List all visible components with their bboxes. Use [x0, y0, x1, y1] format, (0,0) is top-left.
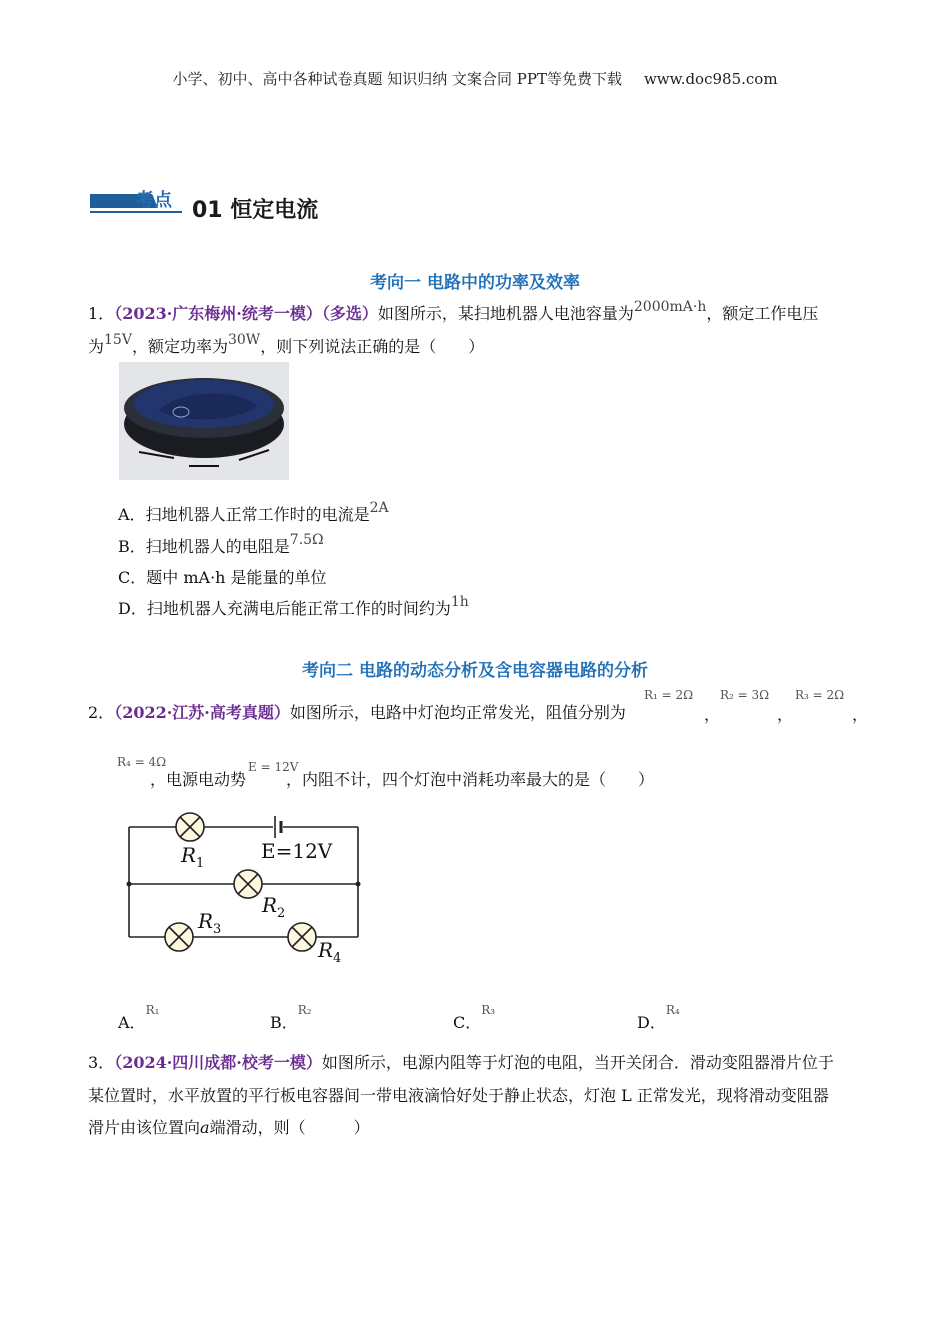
circuit-sub-r1: 1	[196, 856, 205, 871]
q2-r4: R₄ = 4Ω	[117, 755, 167, 769]
option-text: 题中 mA·h 是能量的单位	[146, 568, 327, 587]
q2-text: 如图所示，电路中灯泡均正常发光，阻值分别为	[289, 703, 626, 722]
q1-line2-mid: ，额定功率为	[131, 337, 228, 356]
q3-italic-a: a	[200, 1118, 210, 1137]
q1-text-after: ，额定工作电压	[706, 304, 819, 323]
q1-power: 30W	[227, 332, 261, 348]
q3-number: 3．	[88, 1053, 115, 1072]
q2-line1	[88, 703, 868, 723]
option-math: R₁	[145, 1003, 160, 1017]
q1-number: 1．	[88, 304, 115, 323]
q2-r3: R₃ = 2Ω	[795, 688, 845, 702]
q2-number: 2．	[88, 703, 115, 722]
q3-text1: 如图所示，电源内阻等于灯泡的电阻，当开关闭合．滑动变阻器滑片位于	[321, 1053, 834, 1072]
circuit-sub-r3: 3	[213, 922, 222, 937]
q2-comma2: ，	[777, 705, 794, 724]
option-label: D．	[118, 599, 147, 618]
q1-text: 如图所示，某扫地机器人电池容量为	[377, 304, 634, 323]
option-math: R₄	[665, 1003, 680, 1017]
option-label: B．	[270, 1013, 298, 1032]
q1-line2-after: ，则下列说法正确的是（ ）	[260, 337, 485, 356]
option-math: 2A	[369, 500, 389, 516]
q2-r1: R₁ = 2Ω	[644, 688, 694, 702]
option-label: A．	[118, 1013, 146, 1032]
q2-source: （2022·江苏·高考真题）	[114, 703, 290, 722]
option-text: 扫地机器人正常工作时的电流是	[145, 505, 370, 524]
circuit-label-r3: R	[198, 909, 214, 933]
option-text: 扫地机器人的电阻是	[145, 537, 290, 556]
q1-option-d[interactable]	[118, 596, 469, 619]
option-label: D．	[637, 1013, 666, 1032]
q1-capacity: 2000mA·h	[633, 299, 707, 315]
option-math: R₃	[481, 1003, 496, 1017]
section-title: 01 恒定电流	[192, 198, 319, 223]
robot-vacuum-image	[119, 362, 289, 480]
option-math: 7.5Ω	[289, 532, 324, 548]
q2-option-d[interactable]	[637, 1003, 680, 1033]
option-math: 1h	[450, 594, 469, 610]
q2-r2: R₂ = 3Ω	[720, 688, 770, 702]
q3-line2: 某位置时，水平放置的平行板电容器间一带电液滴恰好处于静止状态，灯泡 L 正常发光，现将滑动变阻器	[88, 1086, 829, 1105]
circuit-label-emf: E=12V	[261, 839, 333, 863]
q3-line1	[88, 1053, 868, 1073]
q1-line1	[88, 299, 868, 325]
q2-comma1: ，	[704, 705, 721, 724]
topic1-title: 考向一 电路中的功率及效率	[370, 273, 580, 293]
header-text: 小学、初中、高中各种试卷真题 知识归纳 文案合同 PPT等免费下载	[172, 70, 622, 88]
q2-emf: E = 12V	[248, 760, 299, 774]
q1-line2	[88, 332, 868, 358]
q1-line2-prefix: 为	[88, 337, 105, 356]
option-label: B．	[118, 537, 146, 556]
q1-option-c[interactable]	[118, 565, 327, 588]
q2-line2-after: ，内阻不计，四个灯泡中消耗功率最大的是（ ）	[286, 770, 655, 789]
q2-comma3: ，	[852, 705, 869, 724]
q1-source: （2023·广东梅州·统考一模）（多选）	[114, 304, 378, 323]
q3-text3a: 滑片由该位置向	[88, 1118, 201, 1137]
q3-text3b: 端滑动，则（ ）	[209, 1118, 370, 1137]
topic2-title: 考向二 电路的动态分析及含电容器电路的分析	[302, 661, 648, 681]
q1-voltage: 15V	[104, 332, 132, 348]
option-label: A．	[118, 505, 146, 524]
q3-source: （2024·四川成都·校考一模）	[114, 1053, 322, 1072]
q2-option-a[interactable]	[118, 1003, 160, 1033]
q1-option-b[interactable]	[118, 534, 324, 557]
circuit-sub-r4: 4	[333, 951, 342, 962]
option-label: C．	[453, 1013, 482, 1032]
circuit-label-r2: R	[262, 893, 278, 917]
circuit-label-r4: R	[318, 938, 334, 962]
circuit-diagram	[120, 812, 370, 962]
header-url[interactable]: www.doc985.com	[643, 70, 778, 88]
circuit-sub-r2: 2	[277, 906, 286, 921]
q3-line3	[88, 1118, 868, 1138]
q1-option-a[interactable]	[118, 502, 389, 525]
option-math: R₂	[297, 1003, 312, 1017]
option-label: C．	[118, 568, 147, 587]
page-header	[0, 68, 950, 89]
q2-line2-mid: ，电源电动势	[150, 770, 247, 789]
section-badge-text: 考点	[136, 190, 172, 211]
option-text: 扫地机器人充满电后能正常工作的时间约为	[146, 599, 451, 618]
circuit-label-r1: R	[181, 843, 197, 867]
q2-option-c[interactable]	[453, 1003, 496, 1033]
q2-option-b[interactable]	[270, 1003, 312, 1033]
